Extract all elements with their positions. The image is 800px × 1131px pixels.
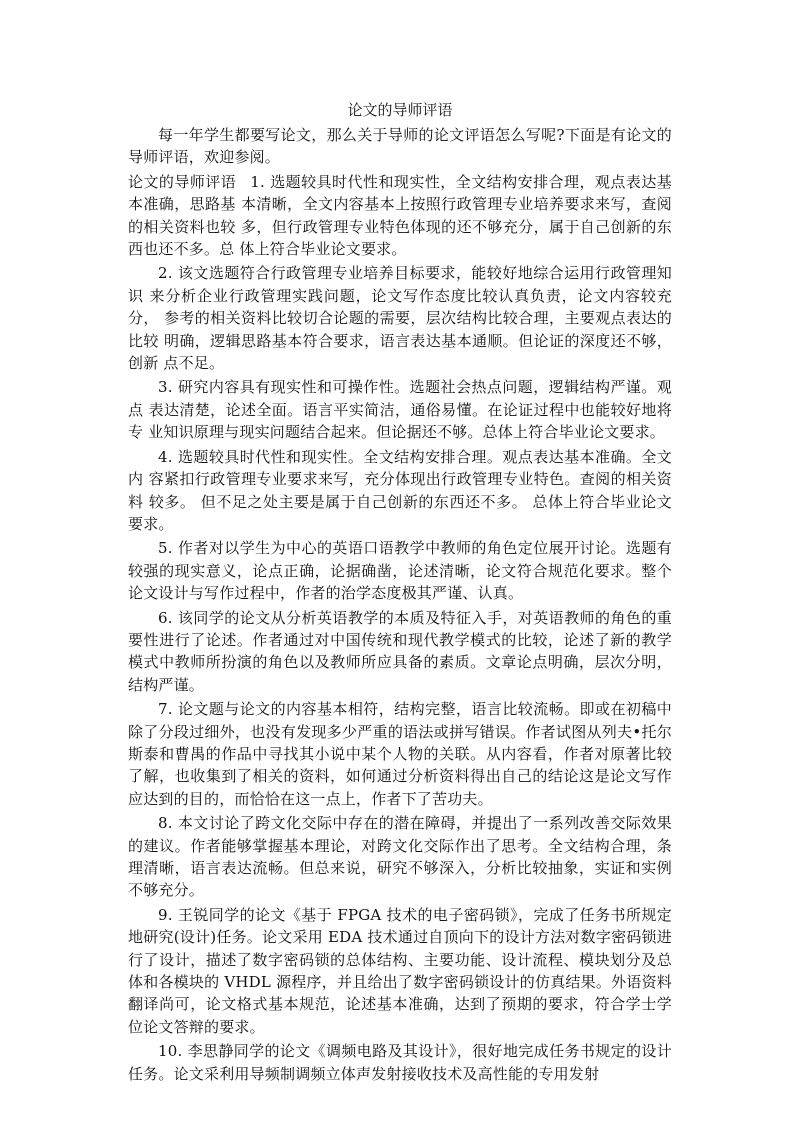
review-item-9: 9. 王锐同学的论文《基于 FPGA 技术的电子密码锁》，完成了任务书所规定地研究(设计)任务。论文采用 EDA 技术通过自顶向下的设计方法对数字密码锁进行了设计，描述了数字密码锁的总体结构、主要功能、设计流程、模块划分及总体和各模块的 VHDL 源程序，并且给出了数字密码锁设计的仿真结果。外语资料翻译尚可，论文格式基本规范，论述基本准确，达到了预期的要求，符合学士学位论文答辩的要求。 (128, 905, 672, 1036)
section-label: 论文的导师评语 (128, 172, 237, 191)
review-item-2: 2. 该文选题符合行政管理专业培养目标要求，能较好地综合运用行政管理知识 来分析企业行政管理实践问题，论文写作态度比较认真负责，论文内容较充分， 参考的相关资料比较切合论题的需要，层次结构比较合理，主要观点表达的比较 明确，逻辑思路基本符合要求，语言表达基本通顺。但论证的深度还不够，创新 点不足。 (128, 264, 672, 373)
intro-paragraph: 每一年学生都要写论文，那么关于导师的论文评语怎么写呢?下面是有论文的导师评语，欢迎参阅。 (128, 126, 672, 167)
review-item-4: 4. 选题较具时代性和现实性。全文结构安排合理。观点表达基本准确。全文内 容紧扣行政管理专业要求来写，充分体现出行政管理专业特色。查阅的相关资料 较多。 但不足之处主要是属于自己创新的东西还不多。 总体上符合毕业论文要求。 (128, 447, 672, 533)
review-item-8: 8. 本文讨论了跨文化交际中存在的潜在障碍，并提出了一系列改善交际效果的建议。作者能够掌握基本理论，对跨文化交际作出了思考。全文结构合理，条理清晰，语言表达流畅。但总来说，研究不够深入，分析比较抽象，实证和实例不够充分。 (128, 814, 672, 900)
review-item-1 (128, 171, 672, 261)
review-item-3: 3. 研究内容具有现实性和可操作性。选题社会热点问题，逻辑结构严谨。观点 表达清楚，论述全面。语言平实简洁，通俗易懂。在论证过程中也能较好地将专 业知识原理与现实问题结合起来。但论据还不够。总体上符合毕业论文要求。 (128, 378, 672, 442)
review-item-7: 7. 论文题与论文的内容基本相符，结构完整，语言比较流畅。即或在初稿中除了分段过细外，也没有发现多少严重的语法或拼写错误。作者试图从列夫•托尔斯泰和曹禺的作品中寻找其小说中某个人物的关联。从内容看，作者对原著比较了解，也收集到了相关的资料，如何通过分析资料得出自己的结论这是论文写作应达到的目的，而恰恰在这一点上，作者下了苦功夫。 (128, 700, 672, 808)
document-title: 论文的导师评语 (347, 101, 453, 119)
document-page (128, 98, 672, 1087)
review-item-6: 6. 该同学的论文从分析英语教学的本质及特征入手，对英语教师的角色的重要性进行了论述。作者通过对中国传统和现代教学模式的比较，论述了新的教学模式中教师所扮演的角色以及教师所应具备的素质。文章论点明确，层次分明，结构严谨。 (128, 608, 672, 694)
review-item-5: 5. 作者对以学生为中心的英语口语教学中教师的角色定位展开讨论。选题有较强的现实意义，论点正确，论据确凿，论述清晰，论文符合规范化要求。整个论文设计与写作过程中，作者的治学态度极其严谨、认真。 (128, 539, 672, 603)
review-item-1-text: 1. 选题较具时代性和现实性，全文结构安排合理，观点表达基本准确，思路基 本清晰，全文内容基本上按照行政管理专业培养要求来写，查阅的相关资料也较 多，但行政管理专业特色体现的还不够充分，属于自己创新的东西也还不多。总 体上符合毕业论文要求。 (128, 172, 672, 259)
review-item-10: 10. 李思静同学的论文《调频电路及其设计》，很好地完成任务书规定的设计任务。论文采利用导频制调频立体声发射接收技术及高性能的专用发射 (128, 1042, 672, 1083)
